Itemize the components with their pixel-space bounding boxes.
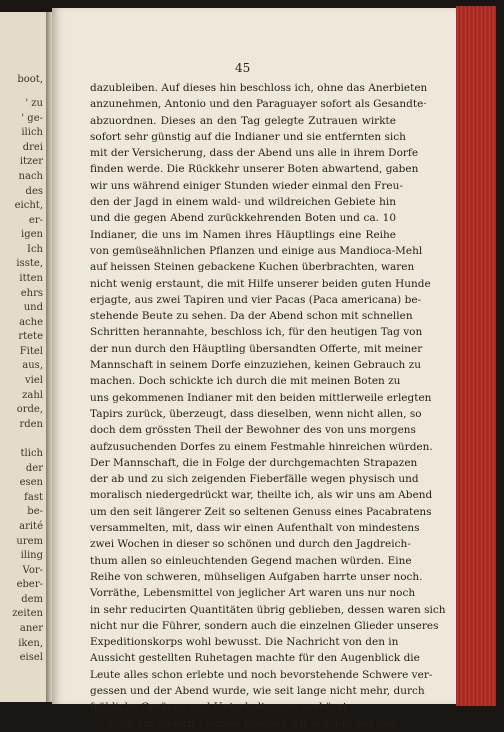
- text-line: Früh am andern Morgen brachen wir auf, um das uns: [108, 717, 396, 730]
- facing-page-fragment: fast: [24, 492, 43, 503]
- facing-page-fragment: tlich: [20, 448, 43, 459]
- text-line: aufzusuchenden Dorfes zu einem Festmahle hinreichen würden.: [90, 440, 433, 453]
- facing-page-fragment: isste,: [16, 258, 43, 269]
- text-line: den der Jagd in einem wald- und wildreichen Gebiete hin: [90, 196, 396, 209]
- facing-page-fragment: aner: [19, 623, 43, 634]
- page-number: 45: [235, 61, 251, 75]
- facing-page-fragment: itten: [19, 273, 43, 284]
- facing-page-fragment: rden: [19, 419, 43, 430]
- facing-page-fragment: boot,: [17, 74, 43, 85]
- facing-page-fragment: zahl: [22, 390, 43, 401]
- facing-page: [0, 12, 47, 702]
- facing-page-fragment: orde,: [16, 404, 43, 415]
- text-line: finden werde. Die Rückkehr unserer Boten abwartend, gaben: [90, 163, 419, 176]
- text-line: und die gegen Abend zurückkehrenden Boten und ca. 10: [90, 212, 396, 225]
- body-text: [90, 80, 446, 732]
- facing-page-fragment: aus,: [22, 360, 43, 371]
- facing-page-fragment: er-: [28, 215, 43, 226]
- text-line: dazubleiben. Auf dieses hin beschloss ich, ohne das Anerbieten: [90, 82, 428, 94]
- text-line: versammelten, mit, dass wir einen Aufenthalt von mindestens: [90, 522, 420, 535]
- text-line: in sehr reducirten Quantitäten übrig geblieben, dessen waren sich: [90, 603, 446, 616]
- text-line: stehende Beute zu sehen. Da der Abend schon mit schnellen: [90, 310, 413, 323]
- facing-page-fragment: ' ge-: [21, 113, 43, 124]
- text-line: auf heissen Steinen gebackene Kuchen überbrachten, waren: [90, 261, 415, 274]
- facing-page-fragment: Ich: [27, 244, 43, 255]
- facing-page-fragment: be-: [27, 506, 43, 517]
- facing-page-fragment: viel: [25, 375, 43, 386]
- text-line: erjagte, aus zwei Tapiren und vier Pacas (Paca americana) be-: [90, 293, 422, 306]
- facing-page-fragment: Vor-: [22, 565, 43, 576]
- text-line: thum allen so einleuchtenden Gegend machen würden. Eine: [90, 554, 412, 567]
- text-line: gessen und der Abend wurde, wie seit lange nicht mehr, durch: [90, 684, 425, 697]
- text-line: fröhliche Gesänge und Unterhaltungen verkürzt.: [90, 701, 351, 714]
- text-line: Der Mannschaft, die in Folge der durchgemachten Strapazen: [90, 456, 418, 469]
- facing-page-fragment: drei: [22, 142, 43, 153]
- facing-page-fragment: iken,: [18, 638, 43, 649]
- text-line: anzunehmen, Antonio und den Paraguayer sofort als Gesandte·: [90, 98, 427, 111]
- text-line: der nun durch den Häuptling übersandten Offerte, mit meiner: [90, 342, 423, 355]
- facing-page-fragment: des: [25, 186, 43, 197]
- text-line: uns gekommenen Indianer mit den beiden mittlerweile erlegten: [90, 391, 432, 404]
- text-line: Indianer, die uns im Namen ihres Häuptlings eine Reihe: [90, 228, 396, 241]
- text-line: Tapirs zurück, überzeugt, dass dieselben, wenn nicht allen, so: [90, 407, 422, 420]
- facing-page-fragment: ilich: [21, 127, 43, 138]
- facing-page-fragment: nach: [18, 171, 43, 182]
- facing-page-fragment: urem: [16, 536, 43, 547]
- facing-page-fragment: iling: [20, 550, 43, 561]
- text-line: um den seit längerer Zeit so seltenen Genuss eines Pacabratens: [90, 505, 432, 518]
- text-line: der ab und zu sich zeigenden Fieberfälle wegen physisch und: [90, 473, 419, 486]
- text-line: mit der Versicherung, dass der Abend uns alle in ihrem Dorfe: [90, 147, 419, 160]
- text-line: Vorräthe, Lebensmittel von jeglicher Art waren uns nur noch: [90, 587, 416, 600]
- facing-page-fragment: Fitel: [19, 346, 43, 357]
- text-line: Expeditionskorps wohl bewusst. Die Nachricht von den in: [90, 636, 399, 649]
- facing-page-fragment: ehrs: [20, 288, 43, 299]
- text-line: zwei Wochen in dieser so schönen und durch den Jagdreich-: [90, 538, 411, 551]
- facing-page-fragment: ache: [19, 317, 43, 328]
- facing-page-fragment: esen: [19, 477, 43, 488]
- facing-page-fragment: rtete: [18, 331, 43, 342]
- text-line: machen. Doch schickte ich durch die mit meinen Boten zu: [90, 375, 401, 388]
- text-line: Mannschaft in seinem Dorfe einzuziehen, keinen Gebrauch zu: [90, 359, 421, 372]
- text-line: Reihe von schweren, mühseligen Aufgaben harrte unser noch.: [90, 570, 423, 583]
- facing-page-fragment: der: [25, 463, 43, 474]
- text-line: Aussicht gestellten Ruhetagen machte für den Augenblick die: [90, 652, 420, 665]
- text-line: wir uns während einiger Stunden wieder einmal den Freu-: [90, 179, 403, 192]
- facing-page-fragment: und: [23, 302, 43, 313]
- facing-page-fragment: eisel: [19, 652, 43, 663]
- text-line: sofort sehr günstig auf die Indianer und sie entfernten sich: [90, 130, 406, 143]
- text-line: doch dem grössten Theil der Bewohner des von uns morgens: [90, 424, 416, 437]
- facing-page-fragment: zeiten: [12, 608, 43, 619]
- text-line: moralisch niedergedrückt war, theilte ich, als wir uns am Abend: [90, 489, 433, 502]
- book-edge-red: [456, 6, 496, 706]
- facing-page-fragment: dem: [21, 594, 43, 605]
- text-line: Schritten herannahte, beschloss ich, für den heutigen Tag von: [90, 326, 423, 339]
- facing-page-fragment: arité: [19, 521, 43, 532]
- text-line: von gemüseähnlichen Pflanzen und einige aus Mandioca-Mehl: [90, 244, 423, 257]
- facing-page-fragment: eber-: [16, 579, 43, 590]
- facing-page-fragment: itzer: [19, 156, 43, 167]
- facing-page-fragment: ' zu: [25, 98, 43, 109]
- text-line: nicht wenig erstaunt, die mit Hilfe unserer beiden guten Hunde: [90, 277, 431, 290]
- text-line: abzuordnen. Dieses an den Tag gelegte Zutrauen wirkte: [90, 114, 396, 127]
- facing-page-fragment: igen: [21, 229, 43, 240]
- text-line: Leute alles schon erlebte und noch bevorstehende Schwere ver-: [90, 668, 433, 681]
- text-line: nicht nur die Führer, sondern auch die einzelnen Glieder unseres: [90, 619, 439, 632]
- facing-page-fragment: eicht,: [14, 200, 43, 211]
